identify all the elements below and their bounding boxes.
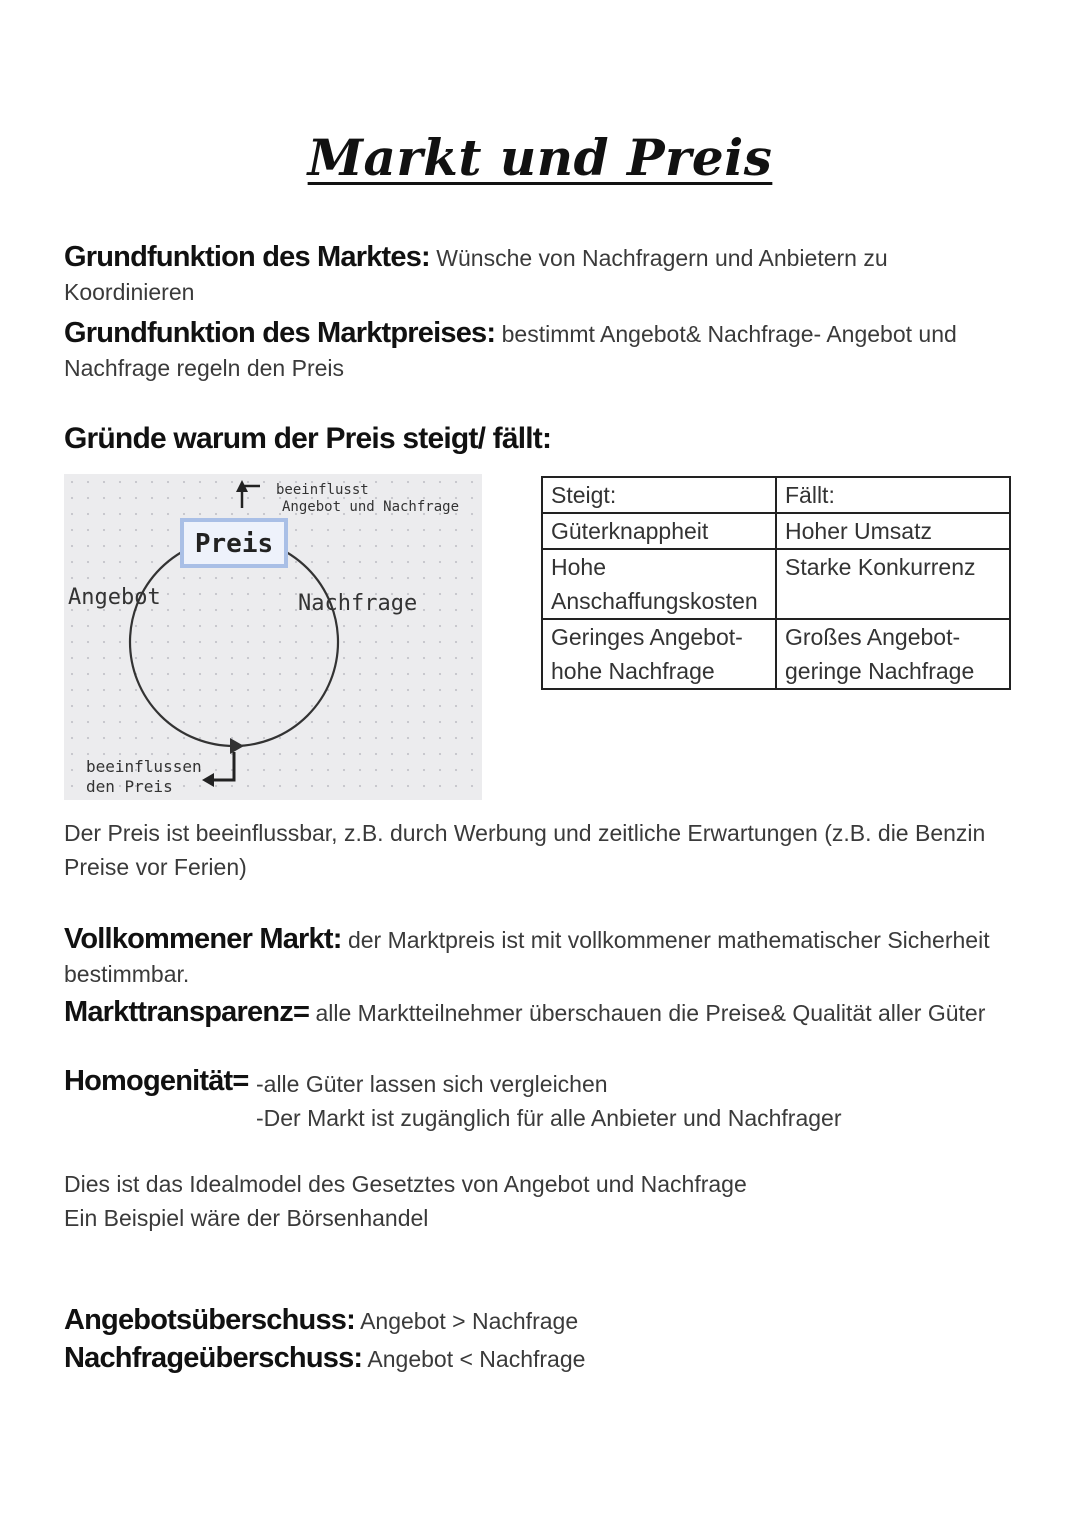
table-row xyxy=(542,549,1010,619)
nachfrageueberschuss-text: Angebot < Nachfrage xyxy=(367,1346,586,1372)
grundfunktion-markt-text: Wünsche von Nachfragern und Anbietern zu Koordinieren xyxy=(64,245,888,305)
homogenitaet-line-2: -Der Markt ist zugänglich für alle Anbieter und Nachfrager xyxy=(256,1105,842,1131)
angebotsueberschuss xyxy=(64,1303,1024,1338)
grundfunktion-marktpreis xyxy=(64,316,1024,385)
vollkommener-markt-text: der Marktpreis ist mit vollkommener mathematischer Sicherheit bestimmbar. xyxy=(64,927,990,987)
table-header-cell: Steigt: xyxy=(542,477,776,513)
table-cell: Starke Konkurrenz xyxy=(776,549,1010,619)
table-row xyxy=(542,619,1010,689)
grundfunktion-marktpreis-text: bestimmt Angebot& Nachfrage- Angebot und Nachfrage regeln den Preis xyxy=(64,321,957,381)
price-cycle-diagram xyxy=(64,474,482,800)
page-title xyxy=(0,128,1080,187)
grundfunktion-markt xyxy=(64,240,1024,309)
grundfunktion-marktpreis-label: Grundfunktion des Marktpreises: xyxy=(64,317,496,349)
table-cell: Geringes Angebot- hohe Nachfrage xyxy=(542,619,776,689)
markttransparenz-label: Markttransparenz= xyxy=(64,996,310,1028)
nachfrageueberschuss-label: Nachfrageüberschuss: xyxy=(64,1342,363,1374)
angebotsueberschuss-label: Angebotsüberschuss: xyxy=(64,1304,355,1336)
table-header-cell: Fällt: xyxy=(776,477,1010,513)
vollkommener-markt xyxy=(64,922,1024,991)
nachfrage-label: Nachfrage xyxy=(298,591,418,616)
table-header-row xyxy=(542,477,1010,513)
reasons-table xyxy=(541,476,1011,690)
bottom-note-1: beeinflussen xyxy=(86,757,202,776)
markttransparenz xyxy=(64,995,1024,1030)
top-note-2: Angebot und Nachfrage xyxy=(282,499,460,515)
homogenitaet-label: Homogenität= xyxy=(64,1065,249,1097)
cycle-arrow-icon xyxy=(230,738,244,754)
top-note-1: beeinflusst xyxy=(276,482,369,498)
cycle-circle xyxy=(130,538,338,746)
nachfrageueberschuss xyxy=(64,1341,1024,1376)
table-row xyxy=(542,513,1010,549)
ideal-line-2: Ein Beispiel wäre der Börsenhandel xyxy=(64,1205,429,1231)
ideal-line-1: Dies ist das Idealmodel des Gesetztes von Angebot und Nachfrage xyxy=(64,1171,747,1197)
vollkommener-markt-label: Vollkommener Markt: xyxy=(64,923,342,955)
preis-note: Der Preis ist beeinflussbar, z.B. durch Werbung und zeitliche Erwartungen (z.B. die Benzin Preise vor Ferien) xyxy=(64,820,986,880)
table-cell: Hohe Anschaffungskosten xyxy=(542,549,776,619)
page-title-text: Markt und Preis xyxy=(307,128,773,187)
gruende-heading: Gründe warum der Preis steigt/ fällt: xyxy=(64,422,552,455)
homogenitaet-line-1: -alle Güter lassen sich vergleichen xyxy=(256,1071,608,1097)
table-cell: Hoher Umsatz xyxy=(776,513,1010,549)
table-cell: Güterknappheit xyxy=(542,513,776,549)
bottom-note-2: den Preis xyxy=(86,777,173,796)
angebot-label: Angebot xyxy=(68,585,161,610)
preis-label: Preis xyxy=(194,529,274,559)
markttransparenz-text: alle Marktteilnehmer überschauen die Preise& Qualität aller Güter xyxy=(315,1000,986,1026)
table-cell: Großes Angebot- geringe Nachfrage xyxy=(776,619,1010,689)
angebotsueberschuss-text: Angebot > Nachfrage xyxy=(360,1308,579,1334)
grundfunktion-markt-label: Grundfunktion des Marktes: xyxy=(64,241,430,273)
